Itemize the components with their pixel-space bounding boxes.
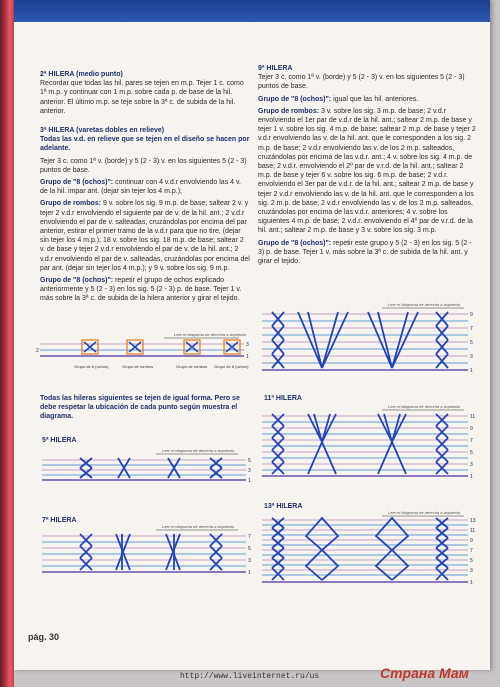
svg-text:5: 5 xyxy=(470,340,473,346)
row9-g2-label: Grupo de rombos: xyxy=(258,107,320,115)
row3-g1: continuar con 4 v.d.r envolviendo las 4 v. de la hil. impar ant. (dejar sin tejer los 4 m.p.); xyxy=(40,179,241,196)
watermark: Страна Мам xyxy=(380,665,470,681)
magazine-page xyxy=(14,0,490,670)
label-ochos-left: Grupo de 8 (ochos) xyxy=(74,364,109,369)
svg-text:1: 1 xyxy=(470,368,473,374)
svg-text:7: 7 xyxy=(470,438,473,444)
svg-text:3: 3 xyxy=(248,558,251,564)
svg-text:1: 1 xyxy=(470,474,473,480)
page-number: pág. 30 xyxy=(28,632,60,642)
magazine-spine xyxy=(0,0,14,687)
svg-text:Leer el diagrama de derecha a: Leer el diagrama de derecha a izquierda xyxy=(388,404,460,409)
svg-text:13: 13 xyxy=(470,518,476,524)
row3-g3: repetir el grupo de ochos explicado anteriormente y 5 (2 - 3) en los sig. 5 (2 - 3) p. de base. Tejer 1 v. más sobre la 3ª c. de subida de la hilera anterior y girar el tejido. xyxy=(40,277,242,303)
row9-p1: Tejer 3 c. como 1ª v. (borde) y 5 (2 - 3) v. en los siguientes 5 (2 - 3) puntos de base. xyxy=(258,74,465,91)
diagram-row11 xyxy=(258,402,483,482)
svg-text:7: 7 xyxy=(470,326,473,332)
svg-text:5: 5 xyxy=(248,546,251,552)
note-following-rows: Todas las hileras siguientes se tejen de igual forma. Pero se debe respetar la ubicación de cada punto según muestra el diagrama. xyxy=(40,395,240,421)
row3-g3-label: Grupo de "8 (ochos)": xyxy=(40,277,114,285)
svg-text:9: 9 xyxy=(470,312,473,318)
row3-g2: 9 v. sobre los sig. 9 m.p. de base; saltear 2 v. y tejer 2 v.d.r envolviendo el siguiente par de v. de la hil. ant.; 2 v.d.r envolviendo el par de v. salteadas, cruzándolas por encima del par anterior, estirar el primer tramo de la v.d.r para que no tire, (dejar sin tejer los 4 m.p.); 18 v. sobre los sig. 18 m.p. de base; saltear 2 v. de base y tejer 2 v.d.r envolviendo el par de v. de la hil. ant.; 2 v.d.r envolviendo el par de v. salteadas, cruzándolas por encima del par ant. (dejar sin tejer los 4 m.p.); y 9 v. sobre los sig. 9 m.p. xyxy=(40,200,250,272)
row2-title: 2ª HILERA (medio punto) xyxy=(40,71,123,78)
svg-text:2: 2 xyxy=(36,348,39,354)
label-rombos-right: Grupo de rombos xyxy=(176,364,208,369)
svg-text:3: 3 xyxy=(248,468,251,474)
row3-p1: Tejer 3 c. como 1ª v. (borde) y 5 (2 - 3) v. en los siguientes 5 (2 - 3) puntos de base. xyxy=(40,157,247,174)
svg-text:3: 3 xyxy=(246,342,249,348)
row2-text: Recordar que todas las hil. pares se tejen en m.p. Tejer 1 c. como 1ª m.p. y continuar con 1 m.p. sobre cada p. de base de la hil. anterior. El último m.p. se teje sobre la 3ª c. de subida de la hil. anterior. xyxy=(40,80,244,115)
diagram-row7 xyxy=(38,522,258,582)
row9-g1-label: Grupo de "8 (ochos)": xyxy=(258,95,332,103)
svg-text:1: 1 xyxy=(248,478,251,484)
row9-g1: igual que las hil. anteriores. xyxy=(333,95,419,103)
svg-text:Leer el diagrama de derecha a: Leer el diagrama de derecha a izquierda xyxy=(162,448,234,453)
svg-text:5: 5 xyxy=(470,558,473,564)
svg-text:9: 9 xyxy=(470,538,473,544)
svg-text:Leer el diagrama de derecha a: Leer el diagrama de derecha a izquierda xyxy=(162,524,234,529)
diagram-row5 xyxy=(38,446,258,486)
right-column xyxy=(258,64,476,269)
svg-text:1: 1 xyxy=(470,580,473,586)
svg-text:Leer el diagrama de derecha a: Leer el diagrama de derecha a izquierda xyxy=(388,510,460,515)
diagram-row3-caption: Leer el diagrama de derecha a izquierda xyxy=(174,332,246,337)
row13-title: 13ª HILERA xyxy=(264,503,303,510)
row7-title: 7ª HILERA xyxy=(42,517,77,524)
row11-title: 11ª HILERA xyxy=(264,395,302,402)
label-ochos-right: Grupo de 8 (ochos) xyxy=(214,364,249,369)
row3-subtitle: Todas las v.d. en relieve que se tejen en el diseño se hacen por adelante. xyxy=(40,136,250,153)
row3-title: 3ª HILERA (varetas dobles en relieve) xyxy=(40,127,165,135)
diagram-row9 xyxy=(258,300,483,390)
row9-title: 9ª HILERA xyxy=(258,65,293,72)
row5-title: 5ª HILERA xyxy=(42,437,77,444)
svg-text:7: 7 xyxy=(470,548,473,554)
label-rombos-left: Grupo de rombos xyxy=(122,364,154,369)
row9-g2: 3 v. sobre los sig. 3 m.p. de base; 2 v.d.r envolviendo el 1er par de v.d.r de la hil. ant.; saltear 2 m.p. de base y tejer 1 v. sobre los sig. 4 m.p. de base; saltear 2 m.p. de base y tejer 2 v.d.r envolviendo las v. de la hil. ant. que le corresponden a los sig. 2 m.p. de base; 2 v.d.r envolviendo las v. de los 2 m.p. salteados, cruzándolas por encima de las v.d.r. ant.; 4 v. sobre los sig. 4 m.p. de base; 2 v.d.r. envolviendo el 2º par de v.r.d. de la hil. ant.; saltear 2 m.p. de base y tejer 6 v. sobre los sig. 6 m.p. de base; 2 v.d.r. envolviendo el 3er par de v.d.r. de la hil. ant.; saltear 2 m.p. de base y tejer 2 v.d.r envolviendo las v. de la hil. ant. que le corresponden a los sig. 2 m.p. de base; 2 v.d.r envolviendo las v. de los 2 m.p. salteados, cruzándolas por encima de las v.d.r. anteriores; 4 v. sobre los siguientes 4 m.p. de base; 2 v.d.r. envolviendo el 4º par de v.r.d. de la hil. ant.; saltear 2 m.p. de base y 3 v. sobre los sig. 3 m.p. xyxy=(258,107,476,235)
row9-g3-label: Grupo de "8 (ochos)": xyxy=(258,239,332,247)
header-band xyxy=(14,0,490,22)
svg-text:3: 3 xyxy=(470,462,473,468)
svg-text:11: 11 xyxy=(470,414,476,420)
svg-text:3: 3 xyxy=(470,568,473,574)
diagram-row3 xyxy=(34,330,259,375)
svg-text:5: 5 xyxy=(470,450,473,456)
svg-text:11: 11 xyxy=(470,528,476,534)
svg-text:Leer el diagrama de derecha a: Leer el diagrama de derecha a izquierda xyxy=(388,302,460,307)
svg-text:3: 3 xyxy=(470,354,473,360)
diagram-row13 xyxy=(258,508,483,588)
svg-text:5: 5 xyxy=(248,458,251,464)
svg-text:7: 7 xyxy=(248,534,251,540)
row3-g2-label: Grupo de rombos: xyxy=(40,200,102,208)
svg-text:1: 1 xyxy=(248,570,251,576)
row3-g1-label: Grupo de "8 (ochos)": xyxy=(40,179,114,187)
row9-g3: repetir este grupo y 5 (2 - 3) en los sig. 5 (2 - 3) p. de base. Tejer 1 v. más sobre la 3ª c. de subida de la hil. ant. y girar el tejido. xyxy=(258,239,472,266)
source-url: http://www.liveinternet.ru/us xyxy=(180,672,320,681)
svg-text:9: 9 xyxy=(470,426,473,432)
left-column xyxy=(40,70,250,307)
svg-text:1: 1 xyxy=(246,354,249,360)
